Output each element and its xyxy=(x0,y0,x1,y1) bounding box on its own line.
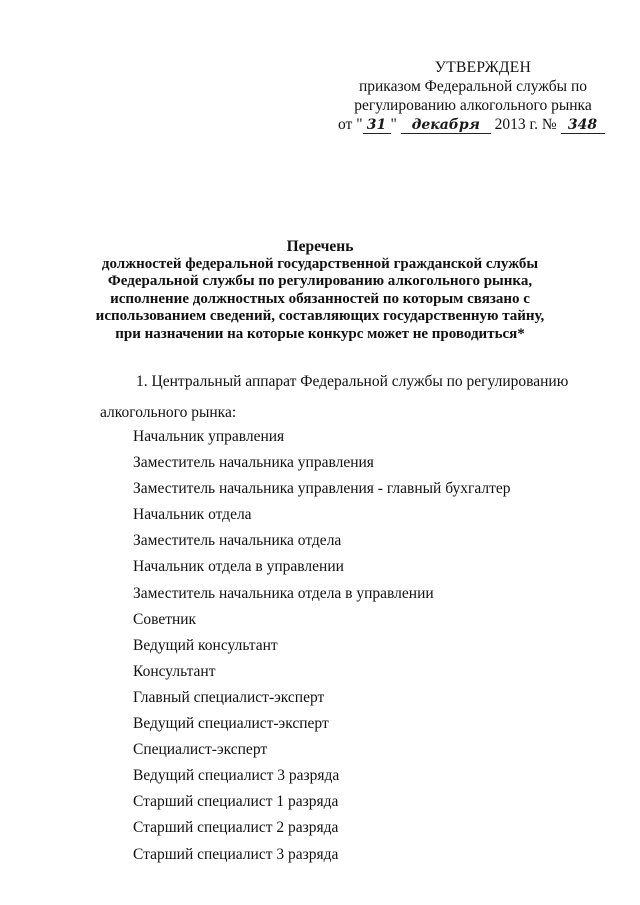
approval-order-line-1: приказом Федеральной службы по xyxy=(358,78,588,95)
approval-title: УТВЕРЖДЕН xyxy=(434,59,532,76)
heading-title: Перечень xyxy=(286,238,354,255)
list-item: Ведущий специалист-эксперт xyxy=(133,715,329,733)
heading-line: Федеральной службы по регулированию алкогольного рынка, xyxy=(107,273,533,289)
list-item: Заместитель начальника управления xyxy=(133,454,374,472)
heading-line: должностей федеральной государственной гражданской службы xyxy=(101,255,539,272)
list-item: Консультант xyxy=(133,662,216,680)
list-item: Старший специалист 2 разряда xyxy=(133,819,339,837)
list-item: Ведущий консультант xyxy=(133,636,278,654)
list-item: Начальник отдела в управлении xyxy=(133,558,344,576)
date-quote-close: " xyxy=(390,116,397,133)
handwritten-day: 31 xyxy=(363,118,391,134)
approval-order-line-2: регулированию алкогольного рынка xyxy=(354,97,592,114)
list-item: Заместитель начальника отдела в управлении xyxy=(133,584,434,602)
date-prefix: от " xyxy=(338,116,363,133)
positions-list xyxy=(133,424,511,868)
heading-line: использованием сведений, составляющих государственную тайну, xyxy=(95,308,545,324)
section-intro-line-1: 1. Центральный аппарат Федеральной службы по регулированию xyxy=(136,373,569,390)
list-item: Старший специалист 3 разряда xyxy=(133,845,339,863)
list-item: Ведущий специалист 3 разряда xyxy=(133,767,340,785)
list-heading xyxy=(40,238,600,343)
handwritten-month: декабря xyxy=(401,118,491,134)
list-item: Заместитель начальника управления - главный бухгалтер xyxy=(133,480,511,498)
approval-stamp-block xyxy=(338,58,608,134)
handwritten-order-number: 348 xyxy=(561,118,605,134)
list-item: Специалист-эксперт xyxy=(133,741,268,759)
list-item: Начальник управления xyxy=(133,428,285,445)
section-intro-line-2: алкогольного рынка: xyxy=(100,404,237,421)
section-intro xyxy=(100,372,600,422)
list-item: Начальник отдела xyxy=(133,506,252,524)
list-item: Главный специалист-эксперт xyxy=(133,688,325,706)
list-item: Старший специалист 1 разряда xyxy=(133,793,339,811)
list-item: Заместитель начальника отдела xyxy=(133,532,342,550)
date-year-number-label: 2013 г. № xyxy=(494,116,557,133)
list-item: Советник xyxy=(133,610,197,628)
heading-line: исполнение должностных обязанностей по которым связано с xyxy=(110,290,530,307)
approval-date-line xyxy=(338,115,608,134)
heading-line: при назначении на которые конкурс может не проводиться* xyxy=(115,325,525,342)
